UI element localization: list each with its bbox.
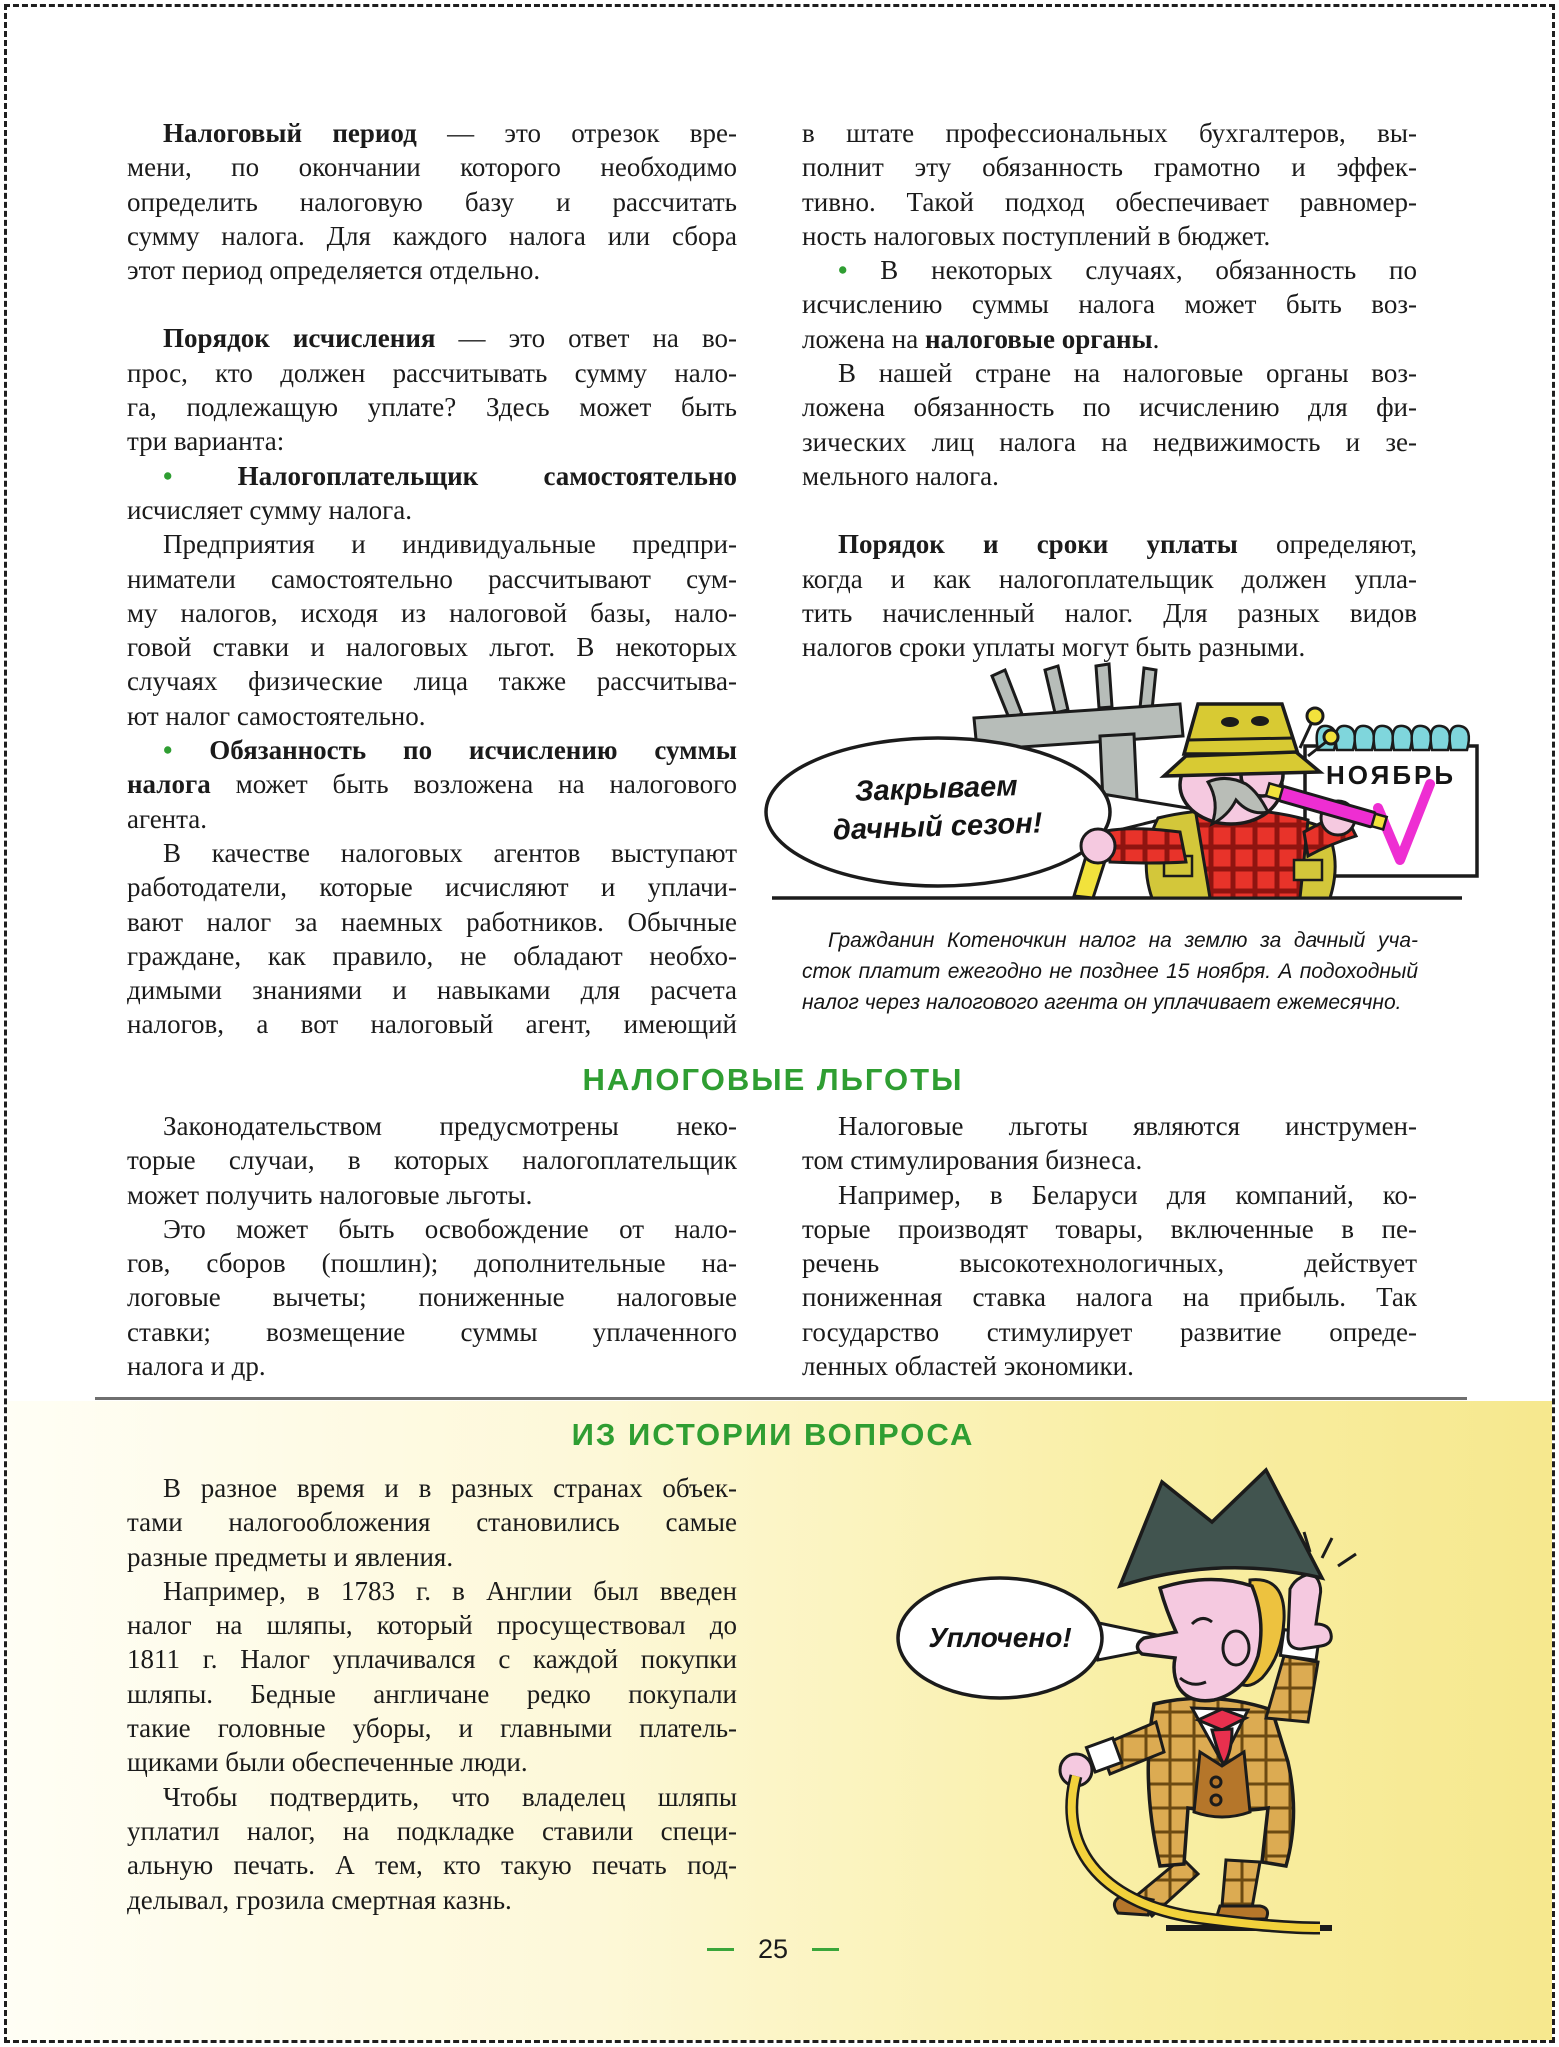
paragraph xyxy=(127,116,737,287)
text-line: налогов, а вот налоговый агент, имеющий xyxy=(127,1009,737,1040)
paragraph xyxy=(127,1212,737,1383)
paragraph xyxy=(802,1109,1417,1178)
paragraph xyxy=(127,836,737,1042)
text-line: мельного налога. xyxy=(802,460,999,491)
text-line: агента. xyxy=(127,803,207,834)
text-line: вают налог за наемных работников. Обычные xyxy=(127,906,737,937)
text-line: ложена обязанность по исчислению для фи- xyxy=(802,392,1417,423)
text-line: гов, сборов (пошлин); дополнительные на- xyxy=(127,1248,737,1279)
text-line: торые случаи, в которых налогоплательщик xyxy=(127,1145,737,1176)
text-line: тить начисленный налог. Для разных видов xyxy=(802,597,1417,628)
text-line: том стимулирования бизнеса. xyxy=(802,1145,1143,1176)
text-line: налог через налогового агента он уплачивает ежемесячно. xyxy=(802,990,1402,1014)
text-line: Налоговые льготы являются инструмен- xyxy=(838,1111,1417,1141)
text-line: речень высокотехнологичных, действует xyxy=(802,1248,1417,1279)
text-line: ленных областей экономики. xyxy=(802,1351,1134,1382)
text-line: шляпы. Бедные англичане редко покупали xyxy=(127,1678,737,1709)
paragraph xyxy=(802,1178,1417,1384)
section-heading-history: ИЗ ИСТОРИИ ВОПРОСА xyxy=(571,1417,975,1452)
text-line: налога может быть возложена на налогового xyxy=(127,769,737,800)
text-line: налога и др. xyxy=(127,1351,266,1382)
text-line: му налогов, исходя из налоговой базы, нало- xyxy=(127,597,737,628)
text-line: определить налоговую базу и рассчитать xyxy=(127,186,737,217)
text-line: Чтобы подтвердить, что владелец шляпы xyxy=(163,1781,737,1812)
text-line: 1811 г. Налог уплачивался с каждой покупки xyxy=(127,1644,737,1675)
text-line: когда и как налогоплательщик должен упла- xyxy=(802,563,1417,594)
benefits-right-column xyxy=(802,1109,1417,1383)
paragraph xyxy=(127,1471,737,1574)
text-line: сумму налога. Для каждого налога или сбора xyxy=(127,220,737,251)
text-line: полнит эту обязанность грамотно и эффек- xyxy=(802,152,1417,183)
text-line: такие головные уборы, и главными платель- xyxy=(127,1713,737,1744)
text-line: • Обязанность по исчислению суммы xyxy=(163,735,738,766)
section-heading-benefits: НАЛОГОВЫЕ ЛЬГОТЫ xyxy=(582,1062,964,1097)
paragraph xyxy=(127,459,737,528)
paragraph xyxy=(802,116,1417,253)
cartoon-caption xyxy=(802,926,1418,1018)
page-footer xyxy=(127,1934,1419,1965)
text-line: ставки; возмещение суммы уплаченного xyxy=(127,1316,737,1347)
text-line: ниматели самостоятельно рассчитывают сум- xyxy=(127,563,737,594)
text-line: делывал, грозила смертная казнь. xyxy=(127,1884,512,1915)
bubble-line: дачный сезон! xyxy=(832,807,1043,847)
main-left-column xyxy=(127,116,737,1042)
text-line: исчисляет сумму налога. xyxy=(127,494,412,525)
text-line: альную печать. А тем, кто такую печать под- xyxy=(127,1850,737,1881)
text-line: • Налогоплательщик самостоятельно xyxy=(163,460,738,491)
text-line: случаях физические лица также рассчитыва- xyxy=(127,666,737,697)
text-line: государство стимулирует развитие опреде- xyxy=(802,1316,1417,1347)
text-line: тивно. Такой подход обеспечивает равномер- xyxy=(802,186,1417,217)
text-line: мени, по окончании которого необходимо xyxy=(127,152,737,183)
paragraph xyxy=(127,1109,737,1212)
paragraph xyxy=(802,527,1417,664)
benefits-left-column xyxy=(127,1109,737,1383)
gardener-cartoon xyxy=(760,660,1490,912)
paragraph xyxy=(802,926,1418,1018)
text-line: исчислению суммы налога может быть воз- xyxy=(802,289,1417,320)
gentleman-figure xyxy=(1060,1470,1356,1928)
text-line: В разное время и в разных странах объек- xyxy=(163,1473,737,1503)
text-line: В нашей стране на налоговые органы воз- xyxy=(838,358,1417,389)
text-line: Налоговый период — это отрезок вре- xyxy=(163,118,738,148)
text-line: зических лиц налога на недвижимость и зе- xyxy=(802,426,1417,457)
text-line: • В некоторых случаях, обязанность по xyxy=(838,255,1418,286)
text-line: пониженная ставка налога на прибыль. Так xyxy=(802,1282,1417,1313)
text-line: налогов сроки уплаты могут быть разными. xyxy=(802,632,1306,663)
calendar-month-label: НОЯБРЬ xyxy=(1325,760,1457,790)
text-line: граждане, как правило, не обладают необхо- xyxy=(127,940,737,971)
paragraph xyxy=(127,733,737,836)
section-divider xyxy=(95,1397,1467,1400)
text-line: В качестве налоговых агентов выступают xyxy=(163,837,737,868)
text-line: га, подлежащую уплате? Здесь может быть xyxy=(127,392,737,423)
text-line: Порядок и сроки уплаты определяют, xyxy=(838,529,1418,560)
text-line: в штате профессиональных бухгалтеров, вы- xyxy=(802,118,1417,148)
text-line: щиками были обеспеченные люди. xyxy=(127,1747,528,1778)
speech-bubble-text xyxy=(777,764,1097,851)
main-right-column xyxy=(802,116,1417,664)
text-line: Например, в Беларуси для компаний, ко- xyxy=(838,1179,1417,1210)
text-line: три варианта: xyxy=(127,426,285,457)
text-line: тами налогообложения становились самые xyxy=(127,1507,737,1538)
text-line: этот период определяется отдельно. xyxy=(127,255,541,286)
text-line: димыми знаниями и навыками для расчета xyxy=(127,975,737,1006)
history-left-column xyxy=(127,1471,737,1917)
text-line: уплатил налог, на подкладке ставили специ- xyxy=(127,1815,737,1846)
text-line: ют налог самостоятельно. xyxy=(127,700,426,731)
text-line: может получить налоговые льготы. xyxy=(127,1179,533,1210)
text-line: говой ставки и налоговых льгот. В некоторых xyxy=(127,632,737,663)
text-line: разные предметы и явления. xyxy=(127,1541,454,1572)
page-number-dash-right xyxy=(812,1948,839,1951)
text-line: ность налоговых поступлений в бюджет. xyxy=(802,220,1271,251)
hat-tax-cartoon xyxy=(870,1460,1460,1945)
paragraph xyxy=(127,1780,737,1917)
text-line: Законодательством предусмотрены неко- xyxy=(163,1111,737,1141)
paragraph xyxy=(127,527,737,733)
paragraph xyxy=(802,253,1417,356)
text-line: ложена на налоговые органы. xyxy=(802,323,1160,354)
text-line: логовые вычеты; пониженные налоговые xyxy=(127,1282,737,1313)
text-line: Порядок исчисления — это ответ на во- xyxy=(163,323,737,354)
page-number-dash-left xyxy=(707,1948,734,1951)
text-line: прос, кто должен рассчитывать сумму нало- xyxy=(127,357,737,388)
text-line: налог на шляпы, который просуществовал до xyxy=(127,1610,737,1641)
bubble-line: Закрываем xyxy=(854,770,1019,808)
text-line: Предприятия и индивидуальные предпри- xyxy=(163,529,737,560)
text-line: торые производят товары, включенные в пе- xyxy=(802,1213,1417,1244)
paragraph xyxy=(127,1574,737,1780)
hat-tax-cartoon-drawing xyxy=(870,1460,1460,1945)
text-line: работодатели, которые исчисляют и уплачи- xyxy=(127,872,737,903)
text-line: Например, в 1783 г. в Англии был введен xyxy=(163,1575,737,1606)
text-line: сток платит ежегодно не позднее 15 ноября. А подоходный xyxy=(802,959,1418,983)
page-number: 25 xyxy=(757,1934,789,1964)
speech-bubble-text: Уплочено! xyxy=(928,1622,1072,1653)
paragraph xyxy=(127,321,737,458)
text-line: Гражданин Котеночкин налог на землю за дачный уча- xyxy=(828,929,1418,952)
paragraph xyxy=(802,356,1417,493)
text-line: Это может быть освобождение от нало- xyxy=(163,1213,737,1244)
